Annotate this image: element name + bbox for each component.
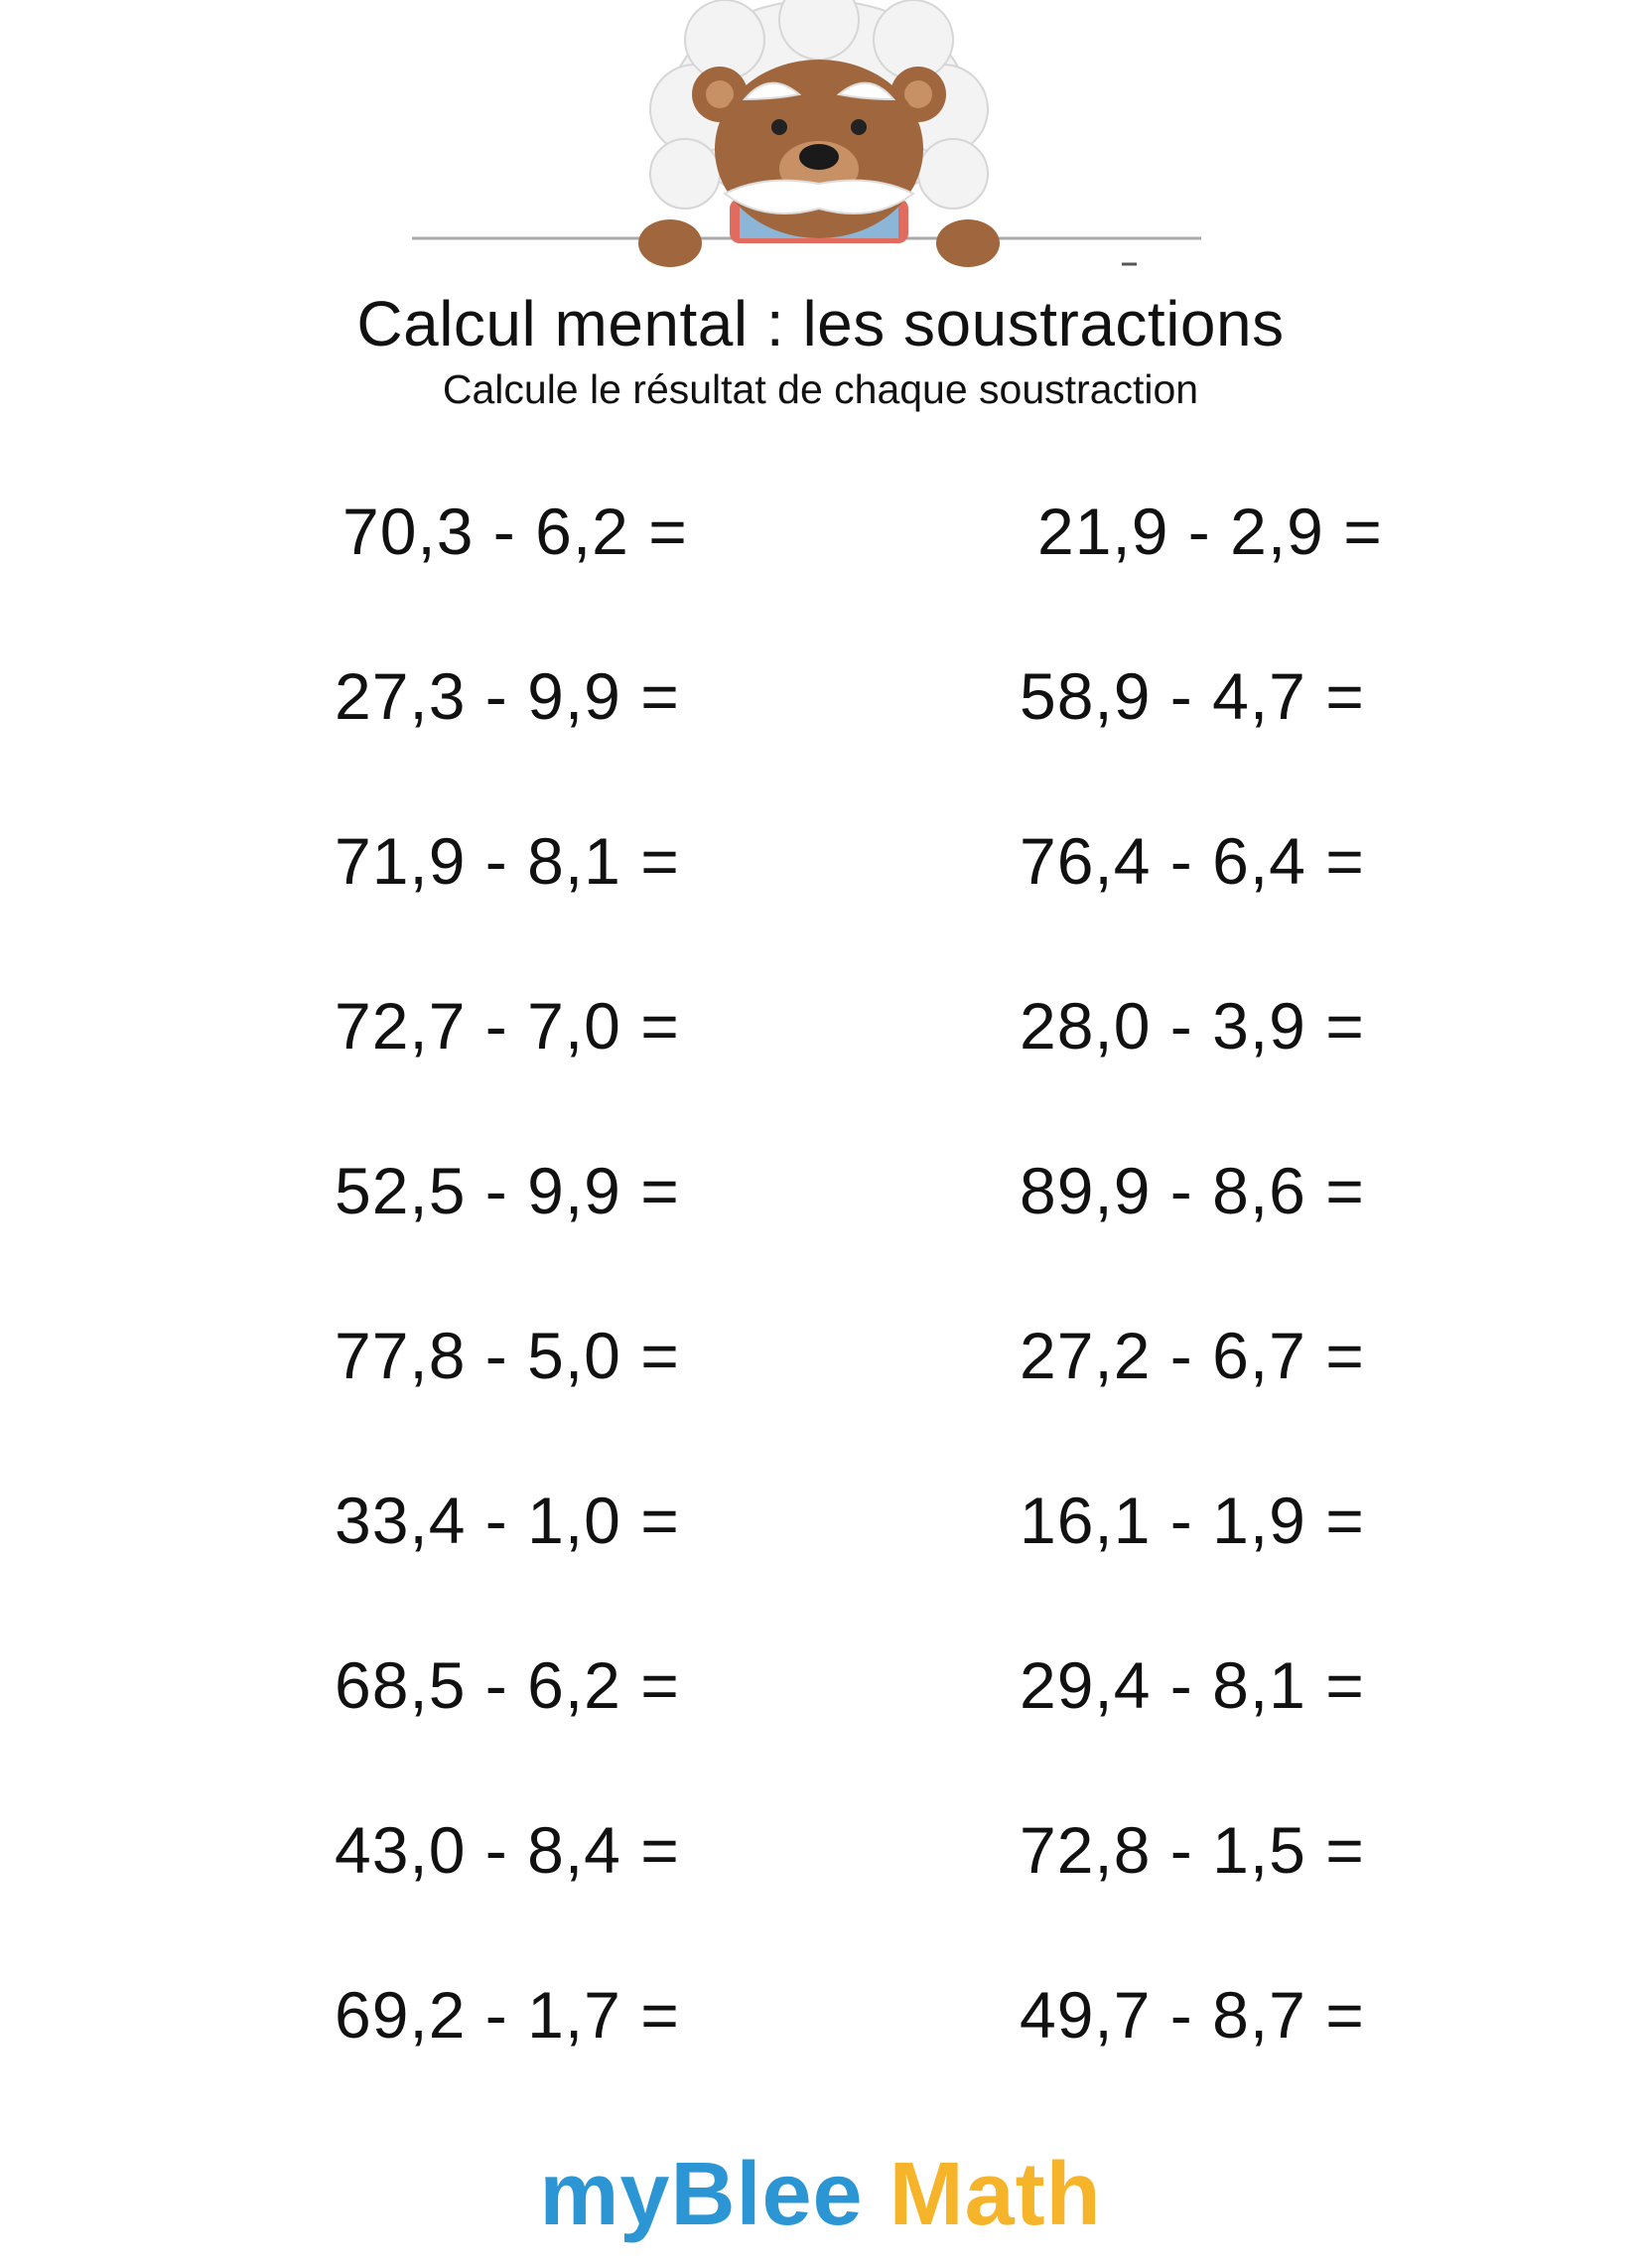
brand-logo-part1: myBlee [539, 2145, 864, 2244]
exercise-left-8: 68,5 - 6,2 = [335, 1648, 680, 1722]
exercise-left-10: 69,2 - 1,7 = [335, 1978, 680, 2052]
exercise-right-5: 89,9 - 8,6 = [1020, 1154, 1365, 1227]
page-subtitle: Calcule le résultat de chaque soustraction [442, 366, 1199, 412]
exercise-left-6: 77,8 - 5,0 = [335, 1319, 680, 1392]
brand-logo-part2: Math [889, 2145, 1102, 2244]
exercise-right-4: 28,0 - 3,9 = [1020, 989, 1365, 1063]
exercise-right-9: 72,8 - 1,5 = [1020, 1813, 1365, 1887]
exercise-right-7: 16,1 - 1,9 = [1020, 1484, 1365, 1557]
exercise-right-3: 76,4 - 6,4 = [1020, 824, 1365, 898]
exercise-left-3: 71,9 - 8,1 = [335, 824, 680, 898]
brand-logo [0, 2145, 1641, 2244]
exercise-left-1: 70,3 - 6,2 = [342, 495, 688, 568]
exercise-right-2: 58,9 - 4,7 = [1020, 659, 1365, 733]
exercise-left-5: 52,5 - 9,9 = [335, 1154, 680, 1227]
exercise-left-4: 72,7 - 7,0 = [335, 989, 680, 1063]
bear-mascot-icon [397, 0, 1241, 278]
exercise-left-2: 27,3 - 9,9 = [335, 659, 680, 733]
exercise-right-8: 29,4 - 8,1 = [1020, 1648, 1365, 1722]
exercise-left-9: 43,0 - 8,4 = [335, 1813, 680, 1887]
exercise-right-1: 21,9 - 2,9 = [1037, 495, 1383, 568]
page-title: Calcul mental : les soustractions [356, 288, 1285, 359]
exercise-right-6: 27,2 - 6,7 = [1020, 1319, 1365, 1392]
exercise-right-10: 49,7 - 8,7 = [1020, 1978, 1365, 2052]
exercise-left-7: 33,4 - 1,0 = [335, 1484, 680, 1557]
